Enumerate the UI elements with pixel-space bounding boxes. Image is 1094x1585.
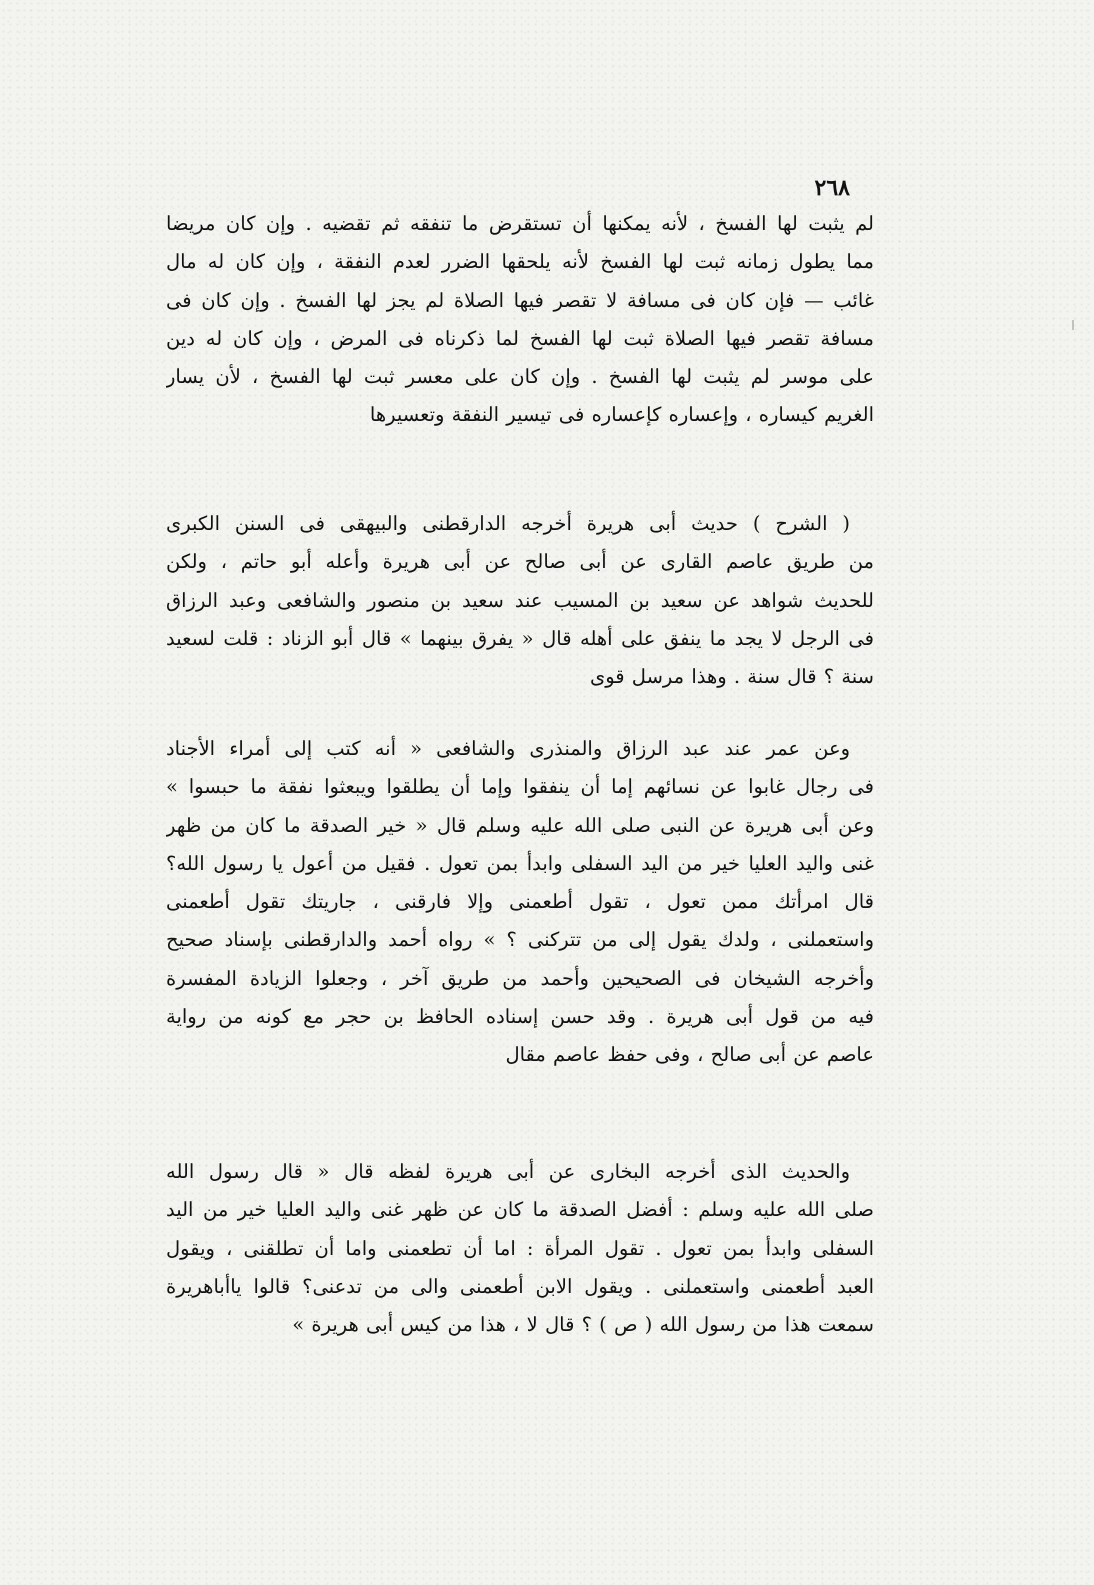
text-line: فيه من قول أبى هريرة . وقد حسن إسناده الحافظ بن حجر مع كونه من رواية [166,1005,874,1029]
text-line: السفلى وابدأ بمن تعول . تقول المرأة : اما أن تطعمنى واما أن تطلقنى ، ويقول [166,1236,874,1260]
text-line: عاصم عن أبى صالح ، وفى حفظ عاصم مقال [505,1043,874,1067]
text-line: وعن أبى هريرة عن النبى صلى الله عليه وسلم قال « خير الصدقة ما كان من ظهر [166,813,874,837]
text-line: سنة ؟ قال سنة . وهذا مرسل قوى [589,665,874,689]
text-line: لم يثبت لها الفسخ ، لأنه يمكنها أن تستقرض ما تنفقه ثم تقضيه . وإن كان مريضا [166,212,874,235]
text-line: على موسر لم يثبت لها الفسخ . وإن كان على معسر ثبت لها الفسخ ، لأن يسار [166,365,874,389]
text-line: غائب — فإن كان فى مسافة لا تقصر فيها الصلاة لم يجز لها الفسخ . وإن كان فى [166,288,874,312]
text-line: قال امرأتك ممن تعول ، تقول أطعمنى وإلا فارقنى ، جاريتك تقول أطعمنى [166,890,874,914]
text-line: مسافة تقصر فيها الصلاة ثبت لها الفسخ لما ذكرناه فى المرض ، وإن كان له دين [166,326,874,350]
text-line: وعن عمر عند عبد الرزاق والمنذرى والشافعى « أنه كتب إلى أمراء الأجناد [166,737,850,760]
paragraph-commentary [166,505,874,696]
text-line: الغريم كيساره ، وإعساره كإعساره فى تيسير النفقة وتعسيرها [369,403,874,427]
paragraph-fiqh-text [166,205,874,435]
text-line: فى الرجل لا يجد ما ينفق على أهله قال « يفرق بينهما » قال أبو الزناد : قلت لسعيد [166,626,874,650]
text-line: وأخرجه الشيخان فى الصحيحين وأحمد من طريق آخر ، وجعلوا الزيادة المفسرة [166,966,874,990]
text-line: غنى واليد العليا خير من اليد السفلى وابدأ بمن تعول . فقيل من أعول يا رسول الله؟ [166,851,874,875]
paragraph-hadith-umar [166,730,874,1075]
text-line: سمعت هذا من رسول الله ( ص ) ؟ قال لا ، هذا من كيس أبى هريرة » [292,1313,874,1337]
text-line: من طريق عاصم القارى عن أبى صالح عن أبى هريرة وأعله أبو حاتم ، ولكن [166,550,874,574]
text-line: مما يطول زمانه ثبت لها الفسخ لأنه يلحقها الضرر لعدم النفقة ، وإن كان له مال [166,250,874,274]
paragraph-hadith-bukhari [166,1153,874,1344]
text-line: فى رجال غابوا عن نسائهم إما أن ينفقوا وإما أن يطلقوا ويبعثوا نفقة ما حبسوا » [166,775,874,799]
text-line: والحديث الذى أخرجه البخارى عن أبى هريرة لفظه قال « قال رسول الله [166,1160,850,1183]
text-line: العبد أطعمنى واستعملنى . ويقول الابن أطعمنى والى من تدعنى؟ قالوا ياأباهريرة [166,1274,874,1298]
text-line: ( الشرح ) حديث أبى هريرة أخرجه الدارقطنى والبيهقى فى السنن الكبرى [166,512,850,535]
text-line: صلى الله عليه وسلم : أفضل الصدقة ما كان عن ظهر غنى واليد العليا خير من اليد [166,1198,874,1222]
text-line: واستعملنى ، ولدك يقول إلى من تتركنى ؟ » رواه أحمد والدارقطنى بإسناد صحيح [166,928,874,952]
scan-speck [1072,320,1074,330]
page-number: ٢٦٨ [814,175,850,201]
text-line: للحديث شواهد عن سعيد بن المسيب عند سعيد بن منصور والشافعى وعبد الرزاق [166,588,874,612]
